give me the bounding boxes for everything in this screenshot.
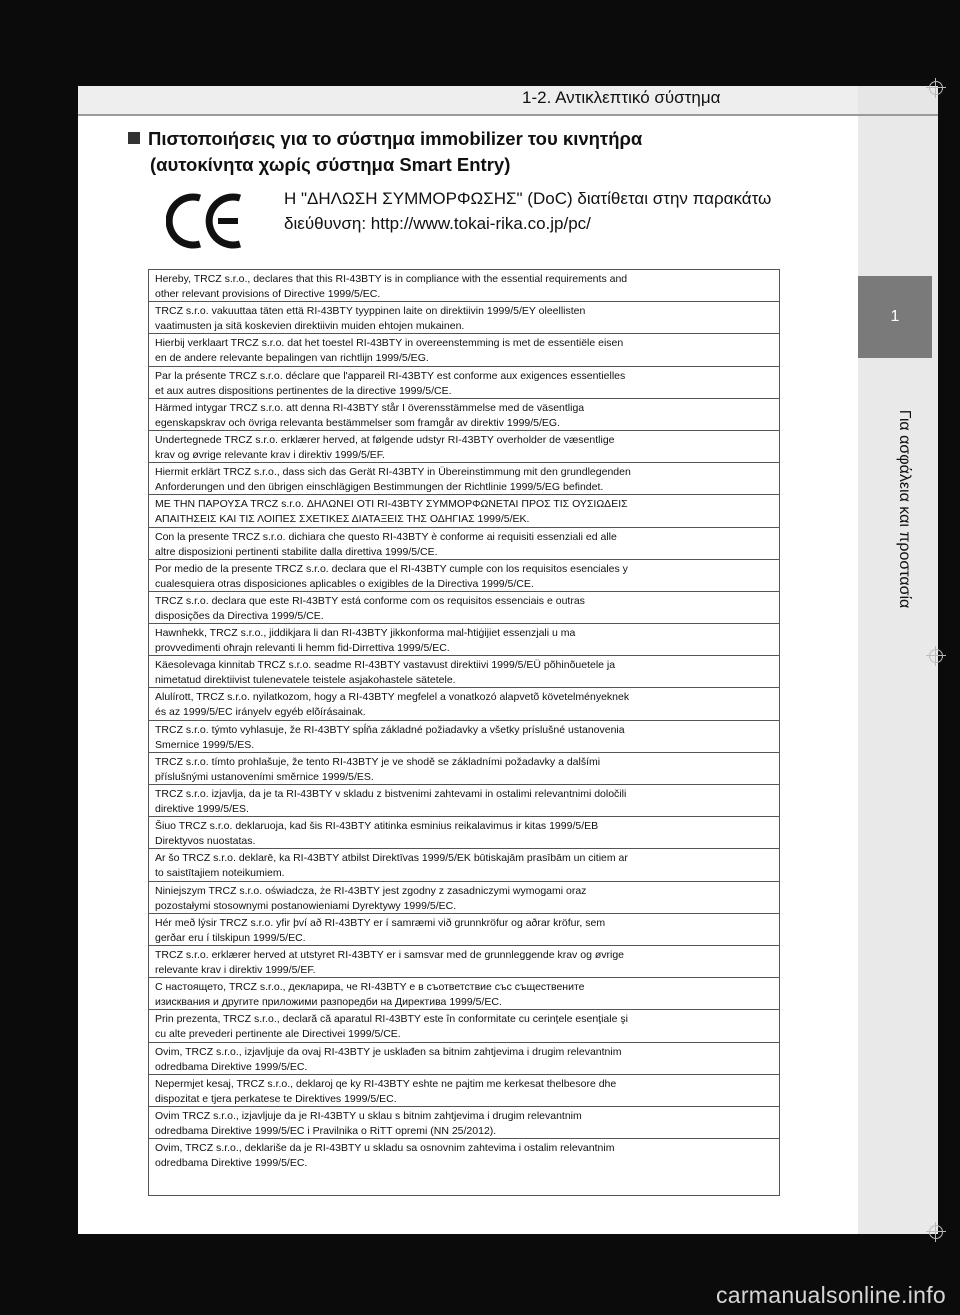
crop-mark-icon bbox=[926, 78, 946, 98]
crop-mark-icon bbox=[926, 646, 946, 666]
declaration-line1: Härmed intygar TRCZ s.r.o. att denna RI-43BTY står I överensstämmelse med de väsentliga bbox=[155, 401, 585, 414]
declaration-row bbox=[149, 1139, 779, 1171]
declaration-line2: pozostałymi stosownymi postanowieniami Dyrektywy 1999/5/EC. bbox=[155, 899, 457, 912]
declaration-line1: Prin prezenta, TRCZ s.r.o., declară că aparatul RI-43BTY este în conformitate cu cerinţele esenţiale şi bbox=[155, 1013, 628, 1026]
declaration-row bbox=[149, 302, 779, 334]
watermark: carmanualsonline.info bbox=[715, 1282, 946, 1308]
declaration-row bbox=[149, 753, 779, 785]
declaration-row bbox=[149, 495, 779, 527]
declaration-line2: relevante krav i direktiv 1999/5/EF. bbox=[155, 963, 316, 976]
declaration-line1: Por medio de la presente TRCZ s.r.o. declara que el RI-43BTY cumple con los requisitos esenciales y bbox=[155, 562, 628, 575]
declaration-row bbox=[149, 463, 779, 495]
declaration-row bbox=[149, 882, 779, 914]
declaration-line1: TRCZ s.r.o. týmto vyhlasuje, že RI-43BTY spĺňa základné požiadavky a všetky príslušné ustanovenia bbox=[155, 723, 625, 736]
declaration-line1: Hér með lýsir TRCZ s.r.o. yfir því að RI-43BTY er í samræmi við grunnkröfur og aðrar kröfur, sem bbox=[155, 916, 606, 929]
declaration-line1: Par la présente TRCZ s.r.o. déclare que l'appareil RI-43BTY est conforme aux exigences essentielles bbox=[155, 369, 626, 382]
declaration-row bbox=[149, 721, 779, 753]
doc-line2: διεύθυνση: http://www.tokai-rika.co.jp/pc/ bbox=[284, 214, 591, 233]
declaration-line2: to saistītajiem noteikumiem. bbox=[155, 867, 285, 880]
declaration-line2: provvedimenti oħrajn relevanti li hemm fid-Dirrettiva 1999/5/EC. bbox=[155, 642, 450, 655]
declaration-line2: en de andere relevante bepalingen van richtlijn 1999/5/EG. bbox=[155, 352, 429, 365]
declaration-line1: Ovim, TRCZ s.r.o., izjavljuje da ovaj RI-43BTY je usklađen sa bitnim zahtjevima i drugim relevantnim bbox=[155, 1045, 622, 1058]
declaration-line1: Alulírott, TRCZ s.r.o. nyilatkozom, hogy a RI-43BTY megfelel a vonatkozó alapvetõ követelményeknek bbox=[155, 691, 630, 704]
declaration-line2: altre disposizioni pertinenti stabilite dalla direttiva 1999/5/CE. bbox=[155, 545, 438, 558]
ce-mark-icon bbox=[166, 190, 244, 252]
declaration-row bbox=[149, 528, 779, 560]
manual-page bbox=[78, 86, 938, 1234]
declaration-line1: Ar šo TRCZ s.r.o. deklarē, ka RI-43BTY atbilst Direktīvas 1999/5/EK būtiskajām prasībām un citiem ar bbox=[155, 852, 628, 865]
header-bar bbox=[78, 86, 858, 116]
declaration-line1: Con la presente TRCZ s.r.o. dichiara che questo RI-43BTY è conforme ai requisiti essenziali ed alle bbox=[155, 530, 617, 543]
declaration-row bbox=[149, 785, 779, 817]
declaration-row bbox=[149, 560, 779, 592]
square-bullet-icon bbox=[128, 132, 140, 144]
declaration-line2: krav og øvrige relevante krav i direktiv 1999/5/EF. bbox=[155, 448, 385, 461]
declaration-line2: odredbama Direktive 1999/5/EC. bbox=[155, 1060, 308, 1073]
declaration-line2: Smernice 1999/5/ES. bbox=[155, 738, 255, 751]
header-title: 1-2. Αντικλεπτικό σύστημα bbox=[522, 88, 721, 107]
chapter-number: 1 bbox=[858, 276, 932, 358]
declaration-row bbox=[149, 1075, 779, 1107]
crop-mark-icon bbox=[926, 1222, 946, 1242]
declaration-line1: Šiuo TRCZ s.r.o. deklaruoja, kad šis RI-43BTY atitinka esminius reikalavimus ir kitas 1999/5/EB bbox=[155, 820, 599, 833]
declaration-row bbox=[149, 656, 779, 688]
declaration-line2: et aux autres dispositions pertinentes de la directive 1999/5/CE. bbox=[155, 384, 452, 397]
declaration-line1: Hawnhekk, TRCZ s.r.o., jiddikjara li dan RI-43BTY jikkonforma mal-ħtiġijiet essenzjali u ma bbox=[155, 627, 576, 640]
declaration-line2: disposições da Directiva 1999/5/CE. bbox=[155, 609, 324, 622]
declaration-row bbox=[149, 914, 779, 946]
declaration-row bbox=[149, 1043, 779, 1075]
declaration-line2: изисквания и другите приложими разпоредби на Директива 1999/5/ЕС. bbox=[155, 996, 502, 1009]
declaration-line1: Ovim TRCZ s.r.o., izjavljuje da je RI-43BTY u sklau s bitnim zahtjevima i drugim relevantnim bbox=[155, 1109, 582, 1122]
declaration-line1: Niniejszym TRCZ s.r.o. oświadcza, że RI-43BTY jest zgodny z zasadniczymi wymogami oraz bbox=[155, 884, 587, 897]
declaration-line1: TRCZ s.r.o. declara que este RI-43BTY está conforme com os requisitos essenciais e outras bbox=[155, 594, 585, 607]
declaration-line1: Ovim, TRCZ s.r.o., deklariše da je RI-43BTY u skladu sa osnovnim zahtevima i ostalim relevantnim bbox=[155, 1142, 615, 1155]
doc-line1: Η "ΔΗΛΩΣΗ ΣΥΜΜΟΡΦΩΣΗΣ" (DoC) διατίθεται στην παρακάτω bbox=[284, 189, 772, 208]
declaration-row bbox=[149, 849, 779, 881]
declaration-line1: ΜΕ ΤΗΝ ΠΑΡΟΥΣΑ TRCZ s.r.o. ΔΗΛΩΝΕΙ ΟΤΙ RI-43BTY ΣΥΜΜΟΡΦΩΝΕΤΑΙ ΠΡΟΣ ΤΙΣ ΟΥΣΙΩΔΕΙΣ bbox=[155, 498, 628, 511]
declaration-row bbox=[149, 1010, 779, 1042]
declaration-line2: Direktyvos nuostatas. bbox=[155, 835, 256, 848]
declaration-row bbox=[149, 399, 779, 431]
declaration-row bbox=[149, 624, 779, 656]
declaration-line2: és az 1999/5/EC irányelv egyéb elõírásainak. bbox=[155, 706, 366, 719]
declaration-line2: gerðar eru í tilskipun 1999/5/EC. bbox=[155, 931, 306, 944]
declaration-line2: odredbama Direktive 1999/5/EC. bbox=[155, 1157, 308, 1170]
declaration-line2: cualesquiera otras disposiciones aplicables o exigibles de la Directiva 1999/5/CE. bbox=[155, 577, 534, 590]
declaration-row bbox=[149, 817, 779, 849]
declaration-line2: nimetatud direktiivist tulenevatele teistele asjakohastele sätetele. bbox=[155, 674, 456, 687]
declarations-table bbox=[148, 269, 780, 1196]
declaration-line2: cu alte prevederi pertinente ale Directivei 1999/5/CE. bbox=[155, 1028, 401, 1041]
declaration-row bbox=[149, 367, 779, 399]
declaration-row bbox=[149, 978, 779, 1010]
declaration-line1: TRCZ s.r.o. tímto prohlašuje, že tento RI-43BTY je ve shodě se základními požadavky a dalšími bbox=[155, 755, 601, 768]
declaration-line1: Hierbij verklaart TRCZ s.r.o. dat het toestel RI-43BTY in overeenstemming is met de essentiële eisen bbox=[155, 337, 624, 350]
declaration-line1: TRCZ s.r.o. izjavlja, da je ta RI-43BTY v skladu z bistvenimi zahtevami in ostalimi relevantnimi določili bbox=[155, 788, 627, 800]
section-title-line2: (αυτοκίνητα χωρίς σύστημα Smart Entry) bbox=[150, 154, 511, 175]
declaration-line1: TRCZ s.r.o. vakuuttaa täten että RI-43BTY tyyppinen laite on direktiivin 1999/5/EY oleellisten bbox=[155, 305, 586, 318]
declaration-line2: direktive 1999/5/ES. bbox=[155, 803, 249, 815]
declaration-line2: egenskapskrav och övriga relevanta bestämmelser som framgår av direktiv 1999/5/EG. bbox=[155, 416, 561, 429]
doc-availability-text bbox=[284, 186, 804, 236]
declaration-line2: ΑΠΑΙΤΗΣΕΙΣ ΚΑΙ ΤΙΣ ΛΟΙΠΕΣ ΣΧΕΤΙΚΕΣ ΔΙΑΤΑΞΕΙΣ ΤΗΣ ΟΔΗΓΙΑΣ 1999/5/ΕΚ. bbox=[155, 513, 530, 526]
declaration-line2: dispozitat e tjera perkatese te Direktives 1999/5/EC. bbox=[155, 1092, 397, 1105]
declaration-line2: příslušnými ustanoveními směrnice 1999/5/ES. bbox=[155, 770, 374, 783]
declaration-line1: Nepermjet kesaj, TRCZ s.r.o., deklaroj qe ky RI-43BTY eshte ne pajtim me kerkesat thelbesore dhe bbox=[155, 1077, 617, 1090]
declaration-line1: Undertegnede TRCZ s.r.o. erklærer herved, at følgende udstyr RI-43BTY overholder de væsentlige bbox=[155, 433, 615, 446]
declaration-row bbox=[149, 334, 779, 366]
declaration-line1: Käesolevaga kinnitab TRCZ s.r.o. seadme RI-43BTY vastavust direktiivi 1999/5/EÜ põhinõuetele ja bbox=[155, 659, 616, 672]
declaration-row bbox=[149, 270, 779, 302]
chapter-title: Για ασφάλεια και προστασία bbox=[896, 409, 913, 609]
declaration-line2: odredbama Direktive 1999/5/EC i Pravilnika o RiTT opremi (NN 25/2012). bbox=[155, 1124, 497, 1137]
declaration-line1: Hiermit erklärt TRCZ s.r.o., dass sich das Gerät RI-43BTY in Übereinstimmung mit den grundlegenden bbox=[155, 466, 631, 479]
declaration-line1: TRCZ s.r.o. erklærer herved at utstyret RI-43BTY er i samsvar med de grunnleggende krav og øvrige bbox=[155, 948, 624, 961]
declaration-row bbox=[149, 688, 779, 720]
declaration-line2: other relevant provisions of Directive 1999/5/EC. bbox=[155, 288, 381, 300]
declaration-row bbox=[149, 431, 779, 463]
declaration-row bbox=[149, 946, 779, 978]
section-title bbox=[128, 126, 642, 178]
declaration-line2: vaatimusten ja sitä koskevien direktiivin muiden ehtojen mukainen. bbox=[155, 320, 465, 333]
declaration-line1: Hereby, TRCZ s.r.o., declares that this RI-43BTY is in compliance with the essential requirements and bbox=[155, 273, 628, 285]
declaration-line1: С настоящето, TRCZ s.r.o., декларира, че RI-43BTY е в съответствие със съществените bbox=[155, 981, 585, 994]
declaration-line2: Anforderungen und den übrigen einschlägigen Bestimmungen der Richtlinie 1999/5/EG befindet. bbox=[155, 481, 604, 494]
declaration-row bbox=[149, 592, 779, 624]
declaration-row bbox=[149, 1107, 779, 1139]
section-title-line1: Πιστοποιήσεις για το σύστημα immobilizer του κινητήρα bbox=[148, 128, 643, 149]
